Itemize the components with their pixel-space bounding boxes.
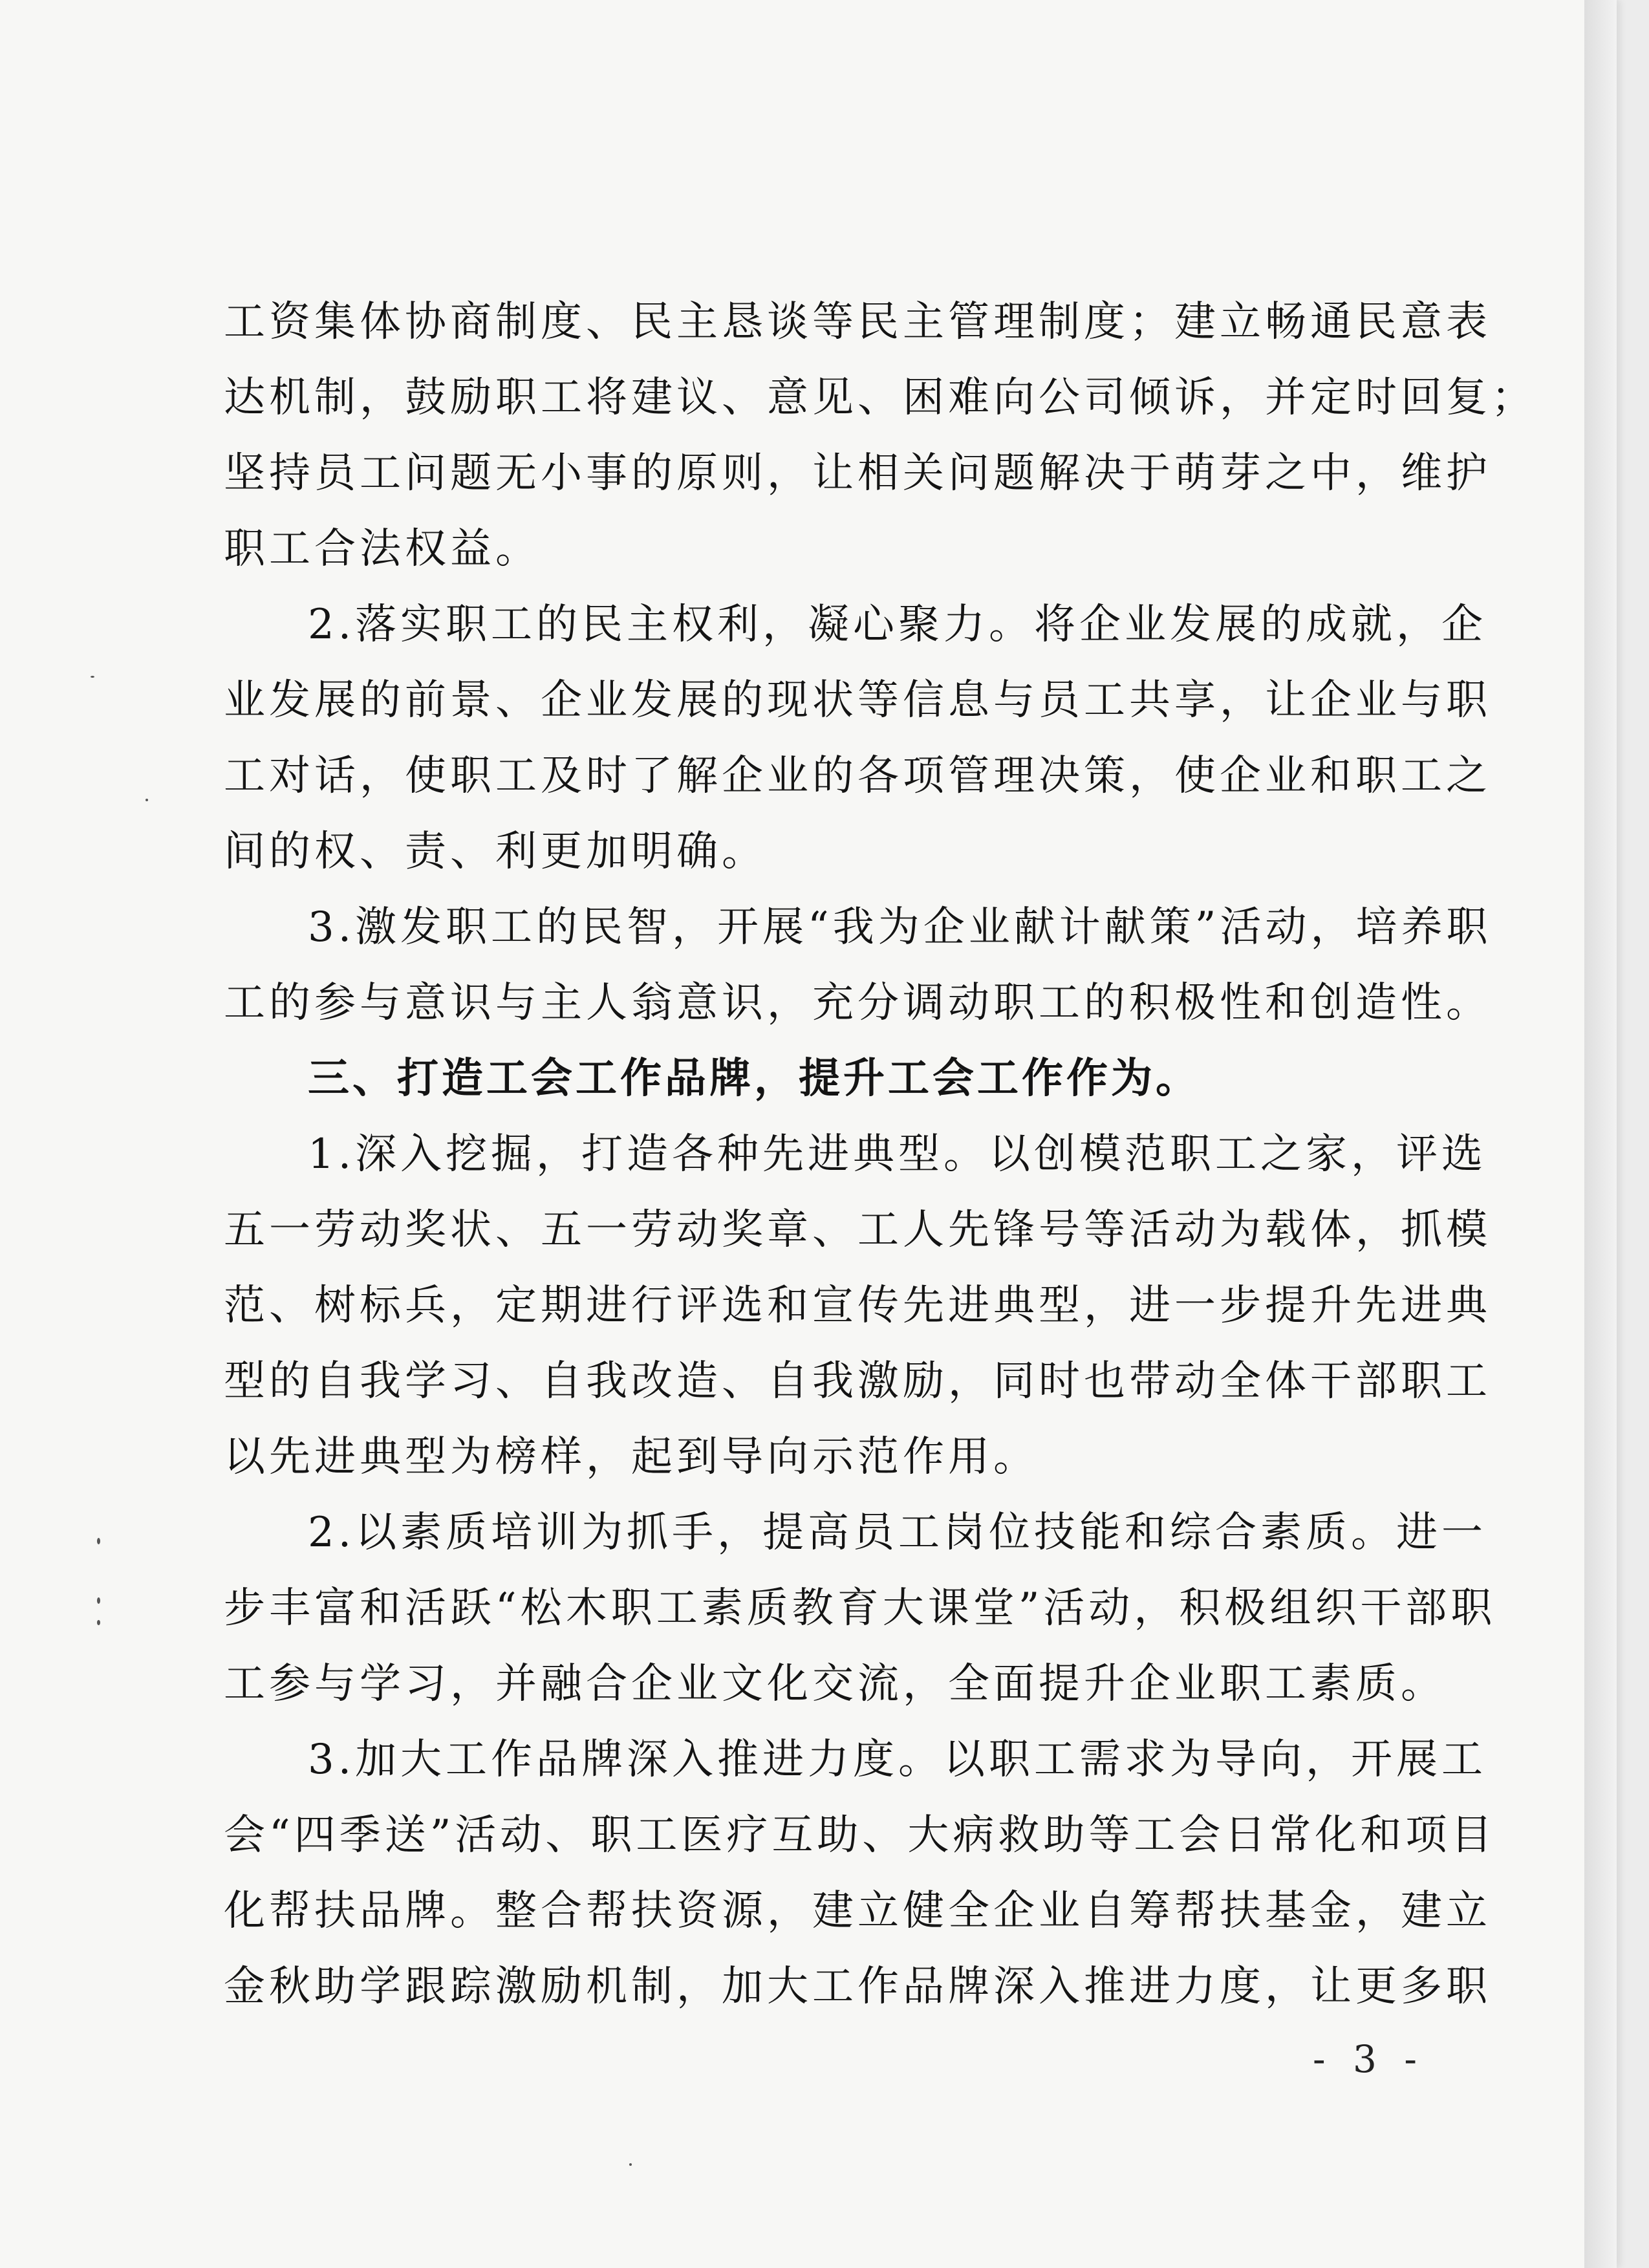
- text-line: 间的权、责、利更加明确。: [224, 828, 767, 876]
- text-line: 2.落实职工的民主权利，凝心聚力。将企业发展的成就，企: [308, 601, 1487, 649]
- text-line: 工参与学习，并融合企业文化交流，全面提升企业职工素质。: [224, 1660, 1446, 1708]
- text-line: 型的自我学习、自我改造、自我激励，同时也带动全体干部职工: [224, 1357, 1491, 1405]
- paragraph-democratic-rights: [224, 587, 1491, 890]
- text-line: 五一劳动奖状、五一劳动奖章、工人先锋号等活动为载体，抓模: [224, 1206, 1491, 1254]
- scan-speck: [91, 676, 94, 678]
- text-line: 职工合法权益。: [224, 525, 541, 573]
- page-number: - 3 -: [1313, 2037, 1425, 2081]
- scan-edge: [1584, 0, 1617, 2268]
- scan-speck: [97, 1538, 100, 1544]
- text-line: 化帮扶品牌。整合帮扶资源，建立健全企业自筹帮扶基金，建立: [224, 1887, 1491, 1935]
- text-line: 达机制，鼓励职工将建议、意见、困难向公司倾诉，并定时回复；: [224, 374, 1536, 422]
- paragraph-brand: [224, 1722, 1496, 2025]
- body-text: [224, 285, 1536, 2025]
- section-heading: [224, 1041, 1417, 1117]
- paragraph-governance: [224, 285, 1536, 587]
- text-line: 2.以素质培训为抓手，提高员工岗位技能和综合素质。进一: [308, 1509, 1487, 1557]
- text-line: 会“四季送”活动、职工医疗互助、大病救助等工会日常化和项目: [224, 1811, 1496, 1859]
- text-line: 工对话，使职工及时了解企业的各项管理决策，使企业和职工之: [224, 752, 1491, 800]
- paragraph-models: [224, 1117, 1491, 1495]
- text-line: 坚持员工问题无小事的原则，让相关问题解决于萌芽之中，维护: [224, 449, 1491, 497]
- scan-speck: [146, 799, 148, 801]
- scan-speck: [97, 1597, 100, 1604]
- text-line: 金秋助学跟踪激励机制，加大工作品牌深入推进力度，让更多职: [224, 1963, 1491, 2011]
- text-line: 步丰富和活跃“松木职工素质教育大课堂”活动，积极组织干部职: [224, 1584, 1496, 1632]
- text-line: 以先进典型为榜样，起到导向示范作用。: [224, 1433, 1039, 1481]
- paragraph-training: [224, 1495, 1496, 1722]
- paragraph-wisdom: [224, 890, 1492, 1041]
- text-line: 3.加大工作品牌深入推进力度。以职工需求为导向，开展工: [308, 1736, 1487, 1784]
- scan-speck: [629, 2163, 632, 2166]
- text-line: 工资集体协商制度、民主恳谈等民主管理制度；建立畅通民意表: [224, 298, 1491, 346]
- text-line: 范、树标兵，定期进行评选和宣传先进典型，进一步提升先进典: [224, 1282, 1491, 1330]
- scan-speck: [97, 1620, 100, 1625]
- text-line: 工的参与意识与主人翁意识，充分调动职工的积极性和创造性。: [224, 979, 1491, 1027]
- text-line: 1.深入挖掘，打造各种先进典型。以创模范职工之家，评选: [308, 1130, 1487, 1178]
- text-line: 3.激发职工的民智，开展“我为企业献计献策”活动，培养职: [308, 903, 1492, 951]
- heading-text: 三、打造工会工作品牌，提升工会工作作为。: [308, 1055, 1200, 1103]
- text-line: 业发展的前景、企业发展的现状等信息与员工共享，让企业与职: [224, 676, 1491, 724]
